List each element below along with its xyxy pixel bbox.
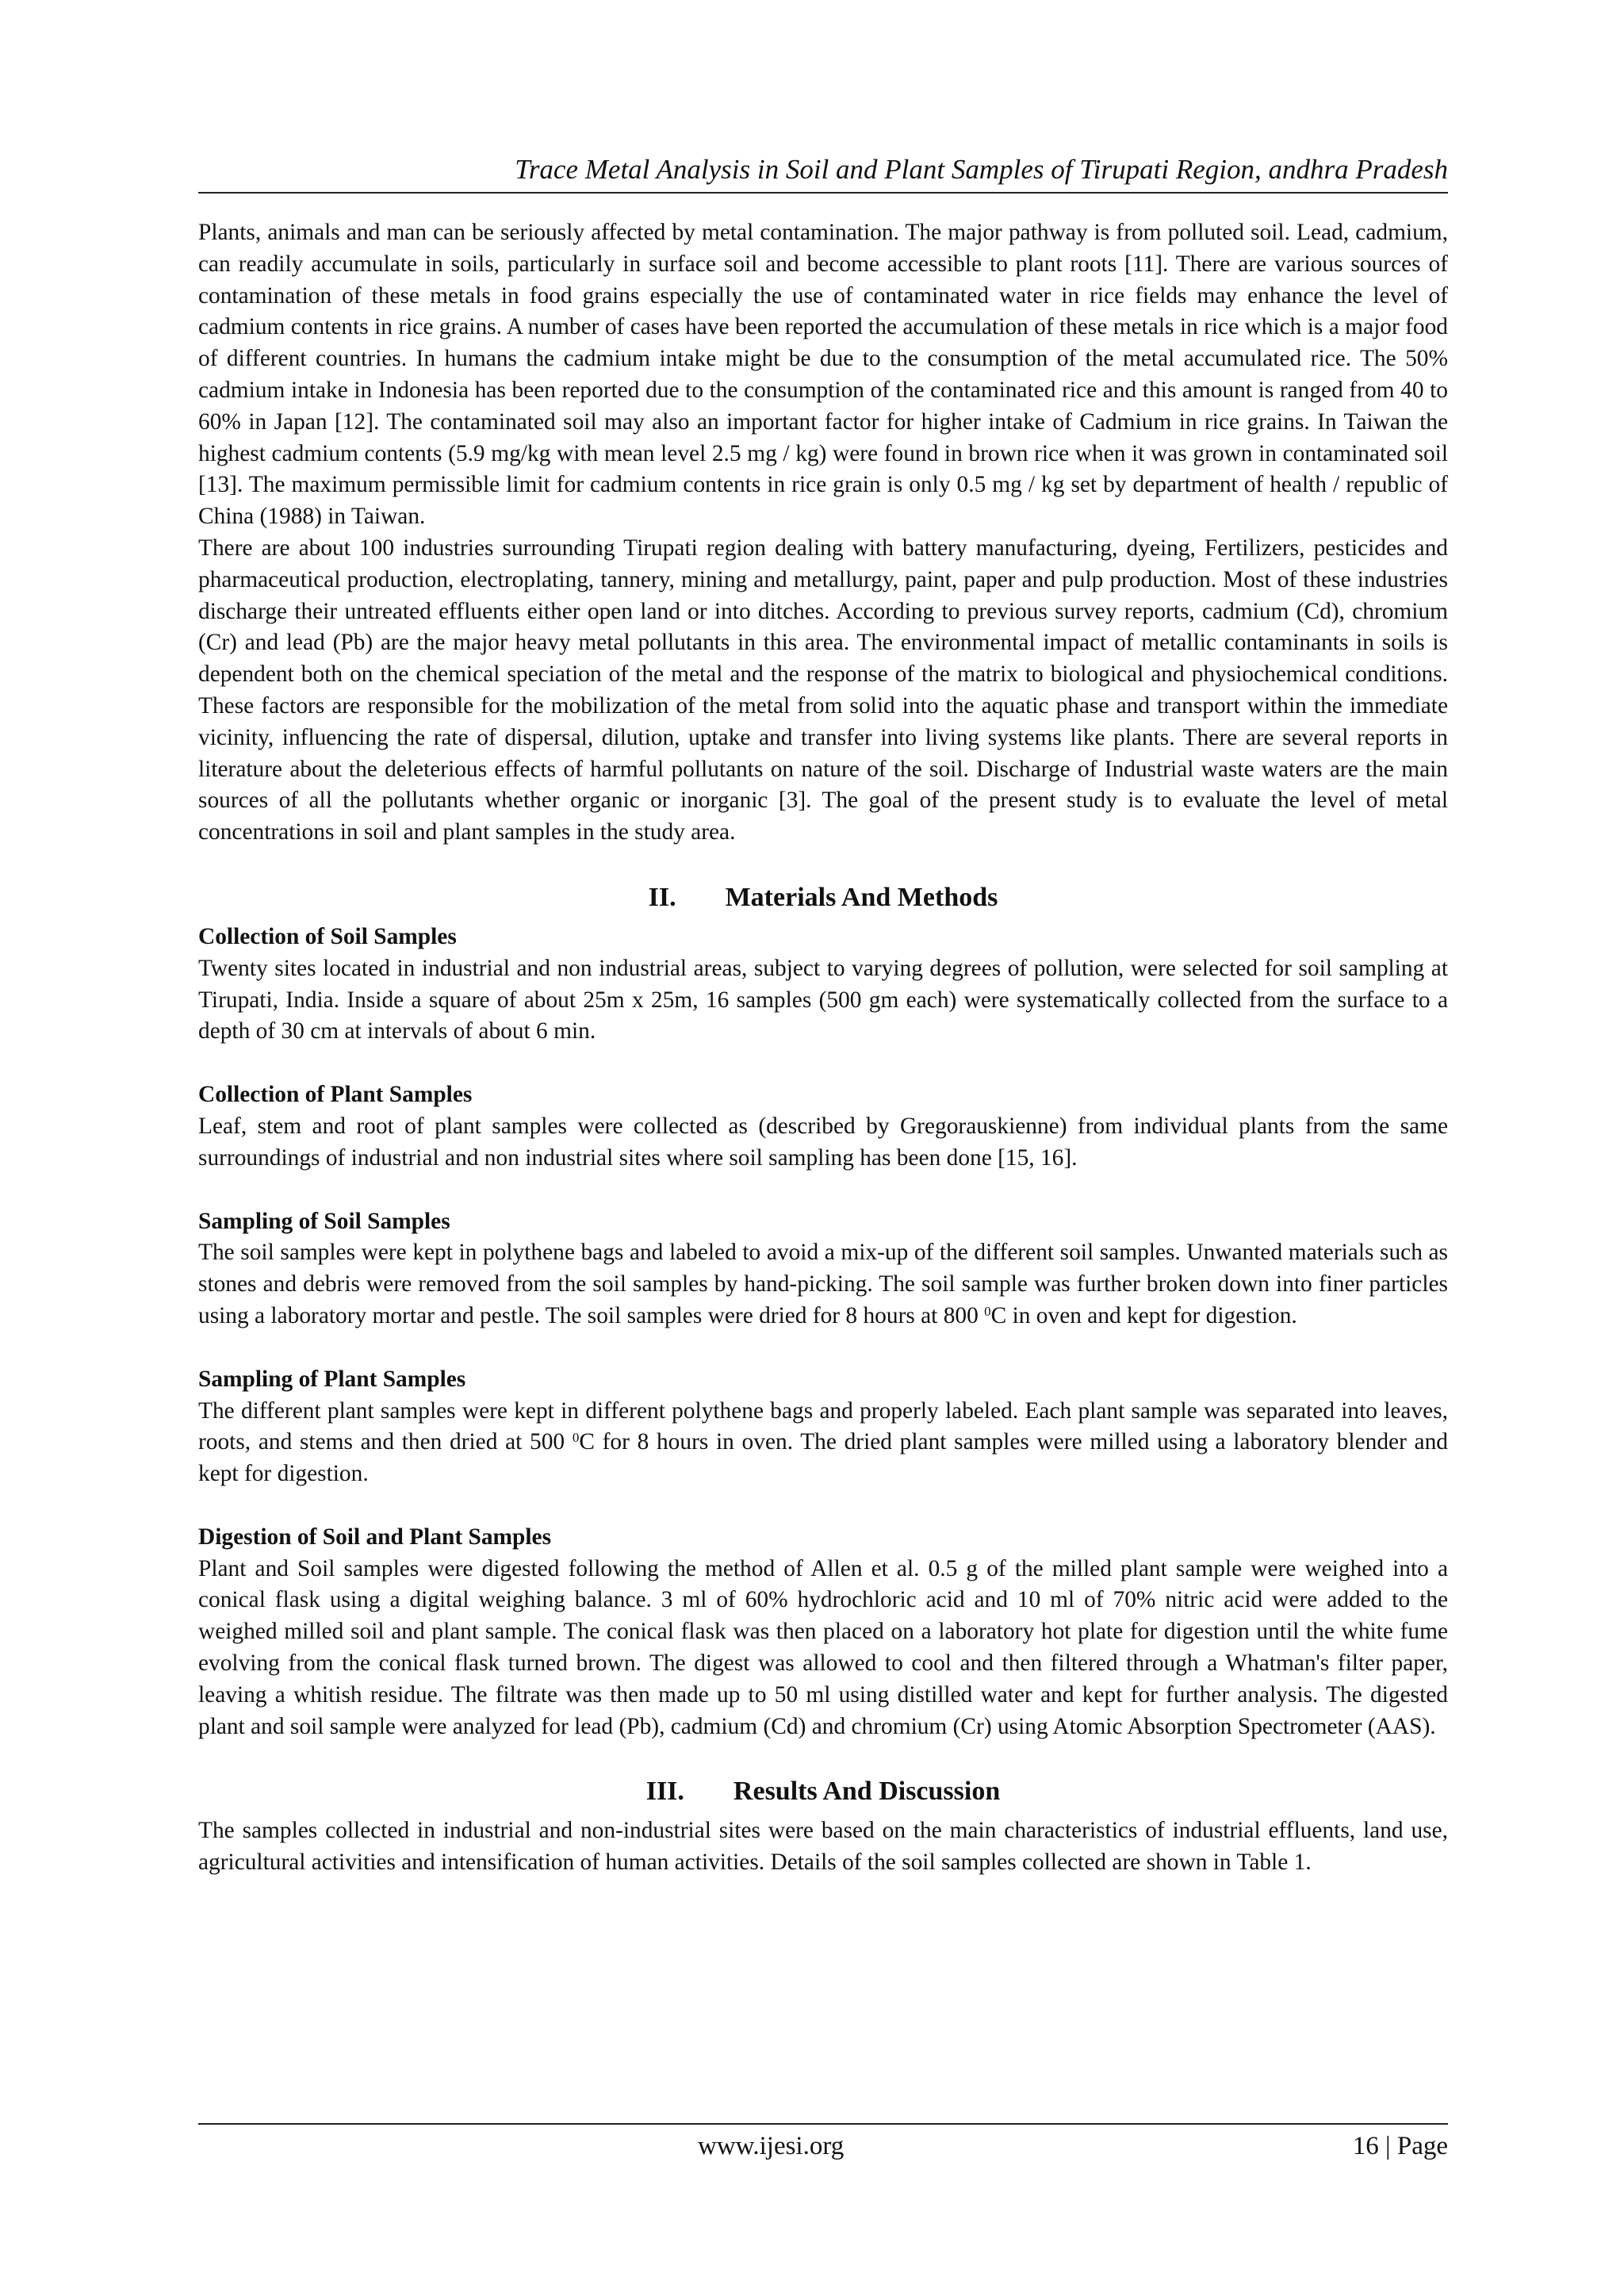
section-heading-results-discussion (198, 1774, 1448, 1809)
intro-paragraph-1: Plants, animals and man can be seriously affected by metal contamination. The major pathway is from polluted soil. Lead, cadmium, can readily accumulate in soils, particularly in surface soil and become accessible to plant roots [11]. There are various sources of contamination of these metals in food grains especially the use of contaminated water in rice fields may enhance the level of cadmium contents in rice grains. A number of cases have been reported the accumulation of these metals in rice which is a major food of different countries. In humans the cadmium intake might be due to the consumption of the metal accumulated rice. The 50% cadmium intake in Indonesia has been reported due to the consumption of the contaminated rice and this amount is ranged from 40 to 60% in Japan [12]. The contaminated soil may also an important factor for higher intake of Cadmium in rice grains. In Taiwan the highest cadmium contents (5.9 mg/kg with mean level 2.5 mg / kg) were found in brown rice when it was grown in contaminated soil [13]. The maximum permissible limit for cadmium contents in rice grain is only 0.5 mg / kg set by department of health / republic of China (1988) in Taiwan. (198, 220, 1448, 530)
section-title: Materials And Methods (725, 882, 998, 912)
spacer (198, 1048, 1448, 1079)
main-content (198, 217, 1448, 1879)
footer-page-number: 16 | Page (1352, 2132, 1448, 2160)
subheading-collection-plant: Collection of Plant Samples (198, 1082, 473, 1108)
text-run: The different plant samples were kept in different polythene bags and properly labeled. Each plant sample was separated into leaves, roots, and stems and then dried at 500 (198, 1397, 1448, 1455)
intro-paragraph-2: There are about 100 industries surrounding Tirupati region dealing with battery manufacturing, dyeing, Fertilizers, pesticides and pharmaceutical production, electroplating, tannery, mining and metallurgy, paint, paper and pulp production. Most of these industries discharge their untreated effluents either open land or into ditches. According to previous survey reports, cadmium (Cd), chromium (Cr) and lead (Pb) are the major heavy metal pollutants in this area. The environmental impact of metallic contaminants in soils is dependent both on the chemical speciation of the metal and the response of the matrix to biological and physiochemical conditions. These factors are responsible for the mobilization of the metal from solid into the aquatic phase and transport within the immediate vicinity, influencing the rate of dispersal, dilution, uptake and transfer into living systems like plants. There are several reports in literature about the deleterious effects of harmful pollutants on nature of the soil. Discharge of Industrial waste waters are the main sources of all the pollutants whether organic or inorganic [3]. The goal of the present study is to evaluate the level of metal concentrations in soil and plant samples in the study area. (198, 535, 1448, 845)
section-title: Results And Discussion (733, 1777, 1001, 1807)
spacer (198, 1332, 1448, 1364)
superscript: 0 (572, 1430, 580, 1446)
subheading-sampling-soil: Sampling of Soil Samples (198, 1208, 450, 1234)
spacer (198, 1175, 1448, 1206)
section-number: III. (645, 1777, 684, 1807)
subheading-sampling-plant: Sampling of Plant Samples (198, 1366, 466, 1392)
text-run: The soil samples were kept in polythene bags and labeled to avoid a mix-up of the different soil samples. Unwanted materials such as stones and debris were removed from the soil samples by hand-picking. The soil sample was further broken down into finer particles using a laboratory mortar and pestle. The soil samples were dried for 8 hours at 800 (198, 1240, 1448, 1328)
subheading-digestion: Digestion of Soil and Plant Samples (198, 1524, 552, 1550)
spacer (198, 1490, 1448, 1522)
subheading-collection-soil: Collection of Soil Samples (198, 923, 457, 949)
paragraph-sampling-soil (198, 1237, 1448, 1332)
paragraph-sampling-plant (198, 1396, 1448, 1490)
header-rule (198, 192, 1448, 194)
superscript: 0 (984, 1303, 991, 1319)
footer-url: www.ijesi.org (698, 2132, 845, 2160)
text-run: C for 8 hours in oven. The dried plant samples were milled using a laboratory blender and kept for digestion. (198, 1429, 1448, 1487)
section-heading-materials-methods (198, 880, 1448, 915)
paragraph-results: The samples collected in industrial and non-industrial sites were based on the main characteristics of industrial effluents, land use, agricultural activities and intensification of human activities. Details of the soil samples collected are shown in Table 1. (198, 1818, 1448, 1876)
paragraph-digestion: Plant and Soil samples were digested following the method of Allen et al. 0.5 g of the milled plant sample were weighed into a conical flask using a digital weighing balance. 3 ml of 60% hydrochloric acid and 10 ml of 70% nitric acid were added to the weighed milled soil and plant sample. The conical flask was then placed on a laboratory hot plate for digestion until the white fume evolving from the conical flask turned brown. The digest was allowed to cool and then filtered through a Whatman's filter paper, leaving a whitish residue. The filtrate was then made up to 50 ml using distilled water and kept for further analysis. The digested plant and soil sample were analyzed for lead (Pb), cadmium (Cd) and chromium (Cr) using Atomic Absorption Spectrometer (AAS). (198, 1555, 1448, 1739)
footer-rule (198, 2123, 1448, 2125)
section-number: II. (648, 882, 676, 912)
paragraph-collection-plant: Leaf, stem and root of plant samples were collected as (described by Gregorauskienne) from individual plants from the same surroundings of industrial and non industrial sites where soil sampling has been done [15, 16]. (198, 1113, 1448, 1171)
running-header: Trace Metal Analysis in Soil and Plant Samples of Tirupati Region, andhra Pradesh (515, 154, 1448, 185)
paragraph-collection-soil: Twenty sites located in industrial and non industrial areas, subject to varying degrees of pollution, were selected for soil sampling at Tirupati, India. Inside a square of about 25m x 25m, 16 samples (500 gm each) were systematically collected from the surface to a depth of 30 cm at intervals of about 6 min. (198, 955, 1448, 1045)
text-run: C in oven and kept for digestion. (990, 1302, 1297, 1328)
